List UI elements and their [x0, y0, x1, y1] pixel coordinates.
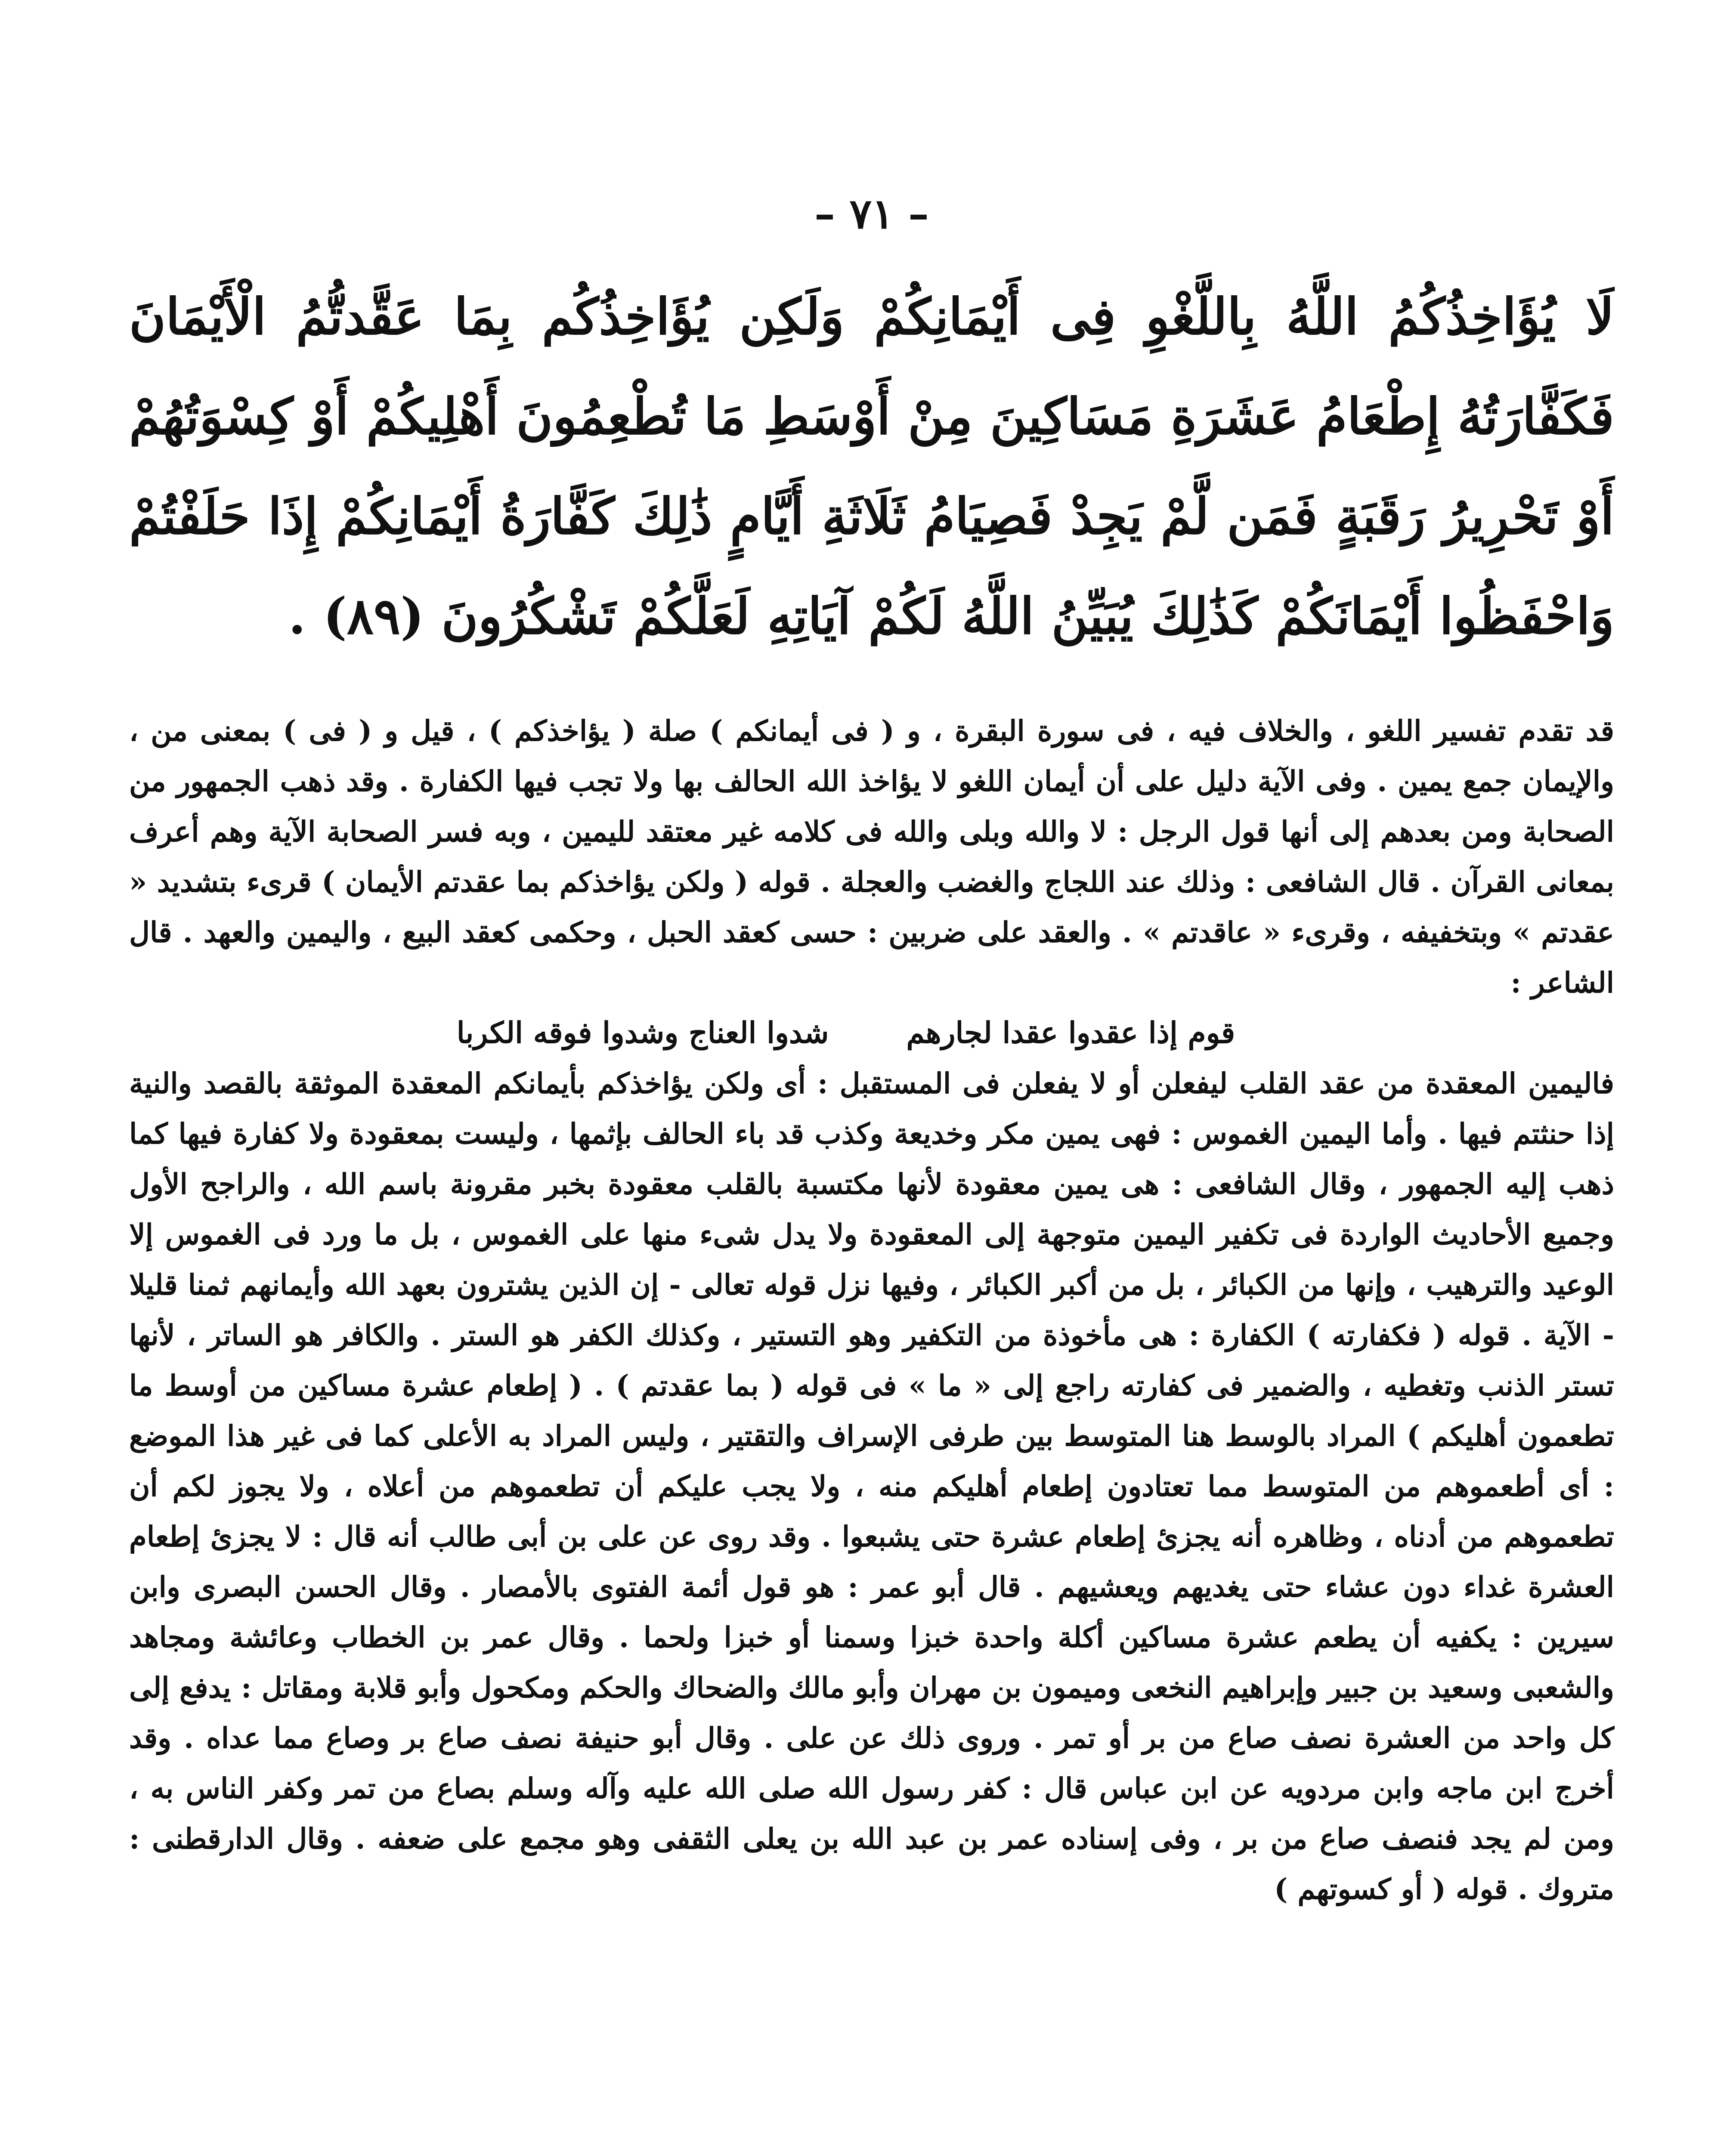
commentary-paragraph-2: فاليمين المعقدة من عقد القلب ليفعلن أو لا يفعلن فى المستقبل : أى ولكن يؤاخذكم بأيمانكم المعقدة الموثقة بالقصد والنية إذا حنثتم فيها . وأما اليمين الغموس : فهى يمين مكر وخديعة وكذب قد باء الحالف بإثمها ، وليست بمعقودة ولا كفارة فيها كما ذهب إليه الجمهور ، وقال الشافعى : هى يمين معقودة لأنها مكتسبة بالقلب معقودة بخبر مقرونة باسم الله ، والراجح الأول وجميع الأحاديث الواردة فى تكفير اليمين متوجهة إلى المعقودة ولا يدل شىء منها على الغموس ، بل ما ورد فى الغموس إلا الوعيد والترهيب ، وإنها من الكبائر ، بل من أكبر الكبائر ، وفيها نزل قوله تعالى - إن الذين يشترون بعهد الله وأيمانهم ثمنا قليلا - الآية . قوله ( فكفارته ) الكفارة : هى مأخوذة من التكفير وهو التستير ، وكذلك الكفر هو الستر . والكافر هو الساتر ، لأنها تستر الذنب وتغطيه ، والضمير فى كفارته راجع إلى « ما » فى قوله ( بما عقدتم ) . ( إطعام عشرة مساكين من أوسط ما تطعمون أهليكم ) المراد بالوسط هنا المتوسط بين طرفى الإسراف والتقتير ، وليس المراد به الأعلى كما فى غير هذا الموضع : أى أطعموهم من المتوسط مما تعتادون إطعام أهليكم منه ، ولا يجب عليكم أن تطعموهم من أعلاه ، ولا يجوز لكم أن تطعموهم من أدناه ، وظاهره أنه يجزئ إطعام عشرة حتى يشبعوا . وقد روى عن على بن أبى طالب أنه قال : لا يجزئ إطعام العشرة غداء دون عشاء حتى يغديهم ويعشيهم . قال أبو عمر : هو قول أئمة الفتوى بالأمصار . وقال الحسن البصرى وابن سيرين : يكفيه أن يطعم عشرة مساكين أكلة واحدة خبزا وسمنا أو خبزا ولحما . وقال عمر بن الخطاب وعائشة ومجاهد والشعبى وسعيد بن جبير وإبراهيم النخعى وميمون بن مهران وأبو مالك والضحاك والحكم ومكحول وأبو قلابة ومقاتل : يدفع إلى كل واحد من العشرة نصف صاع من بر أو تمر . وروى ذلك عن على . وقال أبو حنيفة نصف صاع بر وصاع مما عداه . وقد أخرج ابن ماجه وابن مردويه عن ابن عباس قال : كفر رسول الله صلى الله عليه وآله وسلم بصاع من تمر وكفر الناس به ، ومن لم يجد فنصف صاع من بر ، وفى إسناده عمر بن عبد الله بن يعلى الثقفى وهو مجمع على ضعفه . وقال الدارقطنى : متروك . قوله ( أو كسوتهم )	[129, 1067, 1614, 1906]
document-page	[129, 164, 1614, 2152]
poem-line	[129, 1008, 1614, 1058]
commentary	[129, 706, 1614, 1914]
page-number: – ٧١ –	[814, 189, 929, 238]
quran-verse: لَا يُؤَاخِذُكُمُ اللَّهُ بِاللَّغْوِ فِى أَيْمَانِكُمْ وَلَكِن يُؤَاخِذُكُم بِمَا عَقَّدتُّمُ الْأَيْمَانَ فَكَفَّارَتُهُ إِطْعَامُ عَشَرَةِ مَسَاكِينَ مِنْ أَوْسَطِ مَا تُطْعِمُونَ أَهْلِيكُمْ أَوْ كِسْوَتُهُمْ أَوْ تَحْرِيرُ رَقَبَةٍ فَمَن لَّمْ يَجِدْ فَصِيَامُ ثَلَاثَةِ أَيَّامٍ ذَٰلِكَ كَفَّارَةُ أَيْمَانِكُمْ إِذَا حَلَفْتُمْ وَاحْفَظُوا أَيْمَانَكُمْ كَذَٰلِكَ يُبَيِّنُ اللَّهُ لَكُمْ آيَاتِهِ لَعَلَّكُمْ تَشْكُرُونَ (٨٩) .	[129, 288, 1614, 646]
poem-hemistich-second: شدوا العناج وشدوا فوقه الكربا	[456, 1016, 829, 1050]
poem-hemistich-first: قوم إذا عقدوا عقدا لجارهم	[906, 1016, 1235, 1050]
commentary-paragraph-1: قد تقدم تفسير اللغو ، والخلاف فيه ، فى سورة البقرة ، و ( فى أيمانكم ) صلة ( يؤاخذكم ) ، قيل و ( فى ) بمعنى من ، والإيمان جمع يمين . وفى الآية دليل على أن أيمان اللغو لا يؤاخذ الله الحالف بها ولا تجب فيها الكفارة . وقد ذهب الجمهور من الصحابة ومن بعدهم إلى أنها قول الرجل : لا والله وبلى والله فى كلامه غير معتقد لليمين ، وبه فسر الصحابة الآية وهم أعرف بمعانى القرآن . قال الشافعى : وذلك عند اللجاج والغضب والعجلة . قوله ( ولكن يؤاخذكم بما عقدتم الأيمان ) قرىء بتشديد « عقدتم » وبتخفيفه ، وقرىء « عاقدتم » . والعقد على ضربين : حسى كعقد الحبل ، وحكمى كعقد البيع ، واليمين والعهد . قال الشاعر :	[129, 714, 1614, 999]
